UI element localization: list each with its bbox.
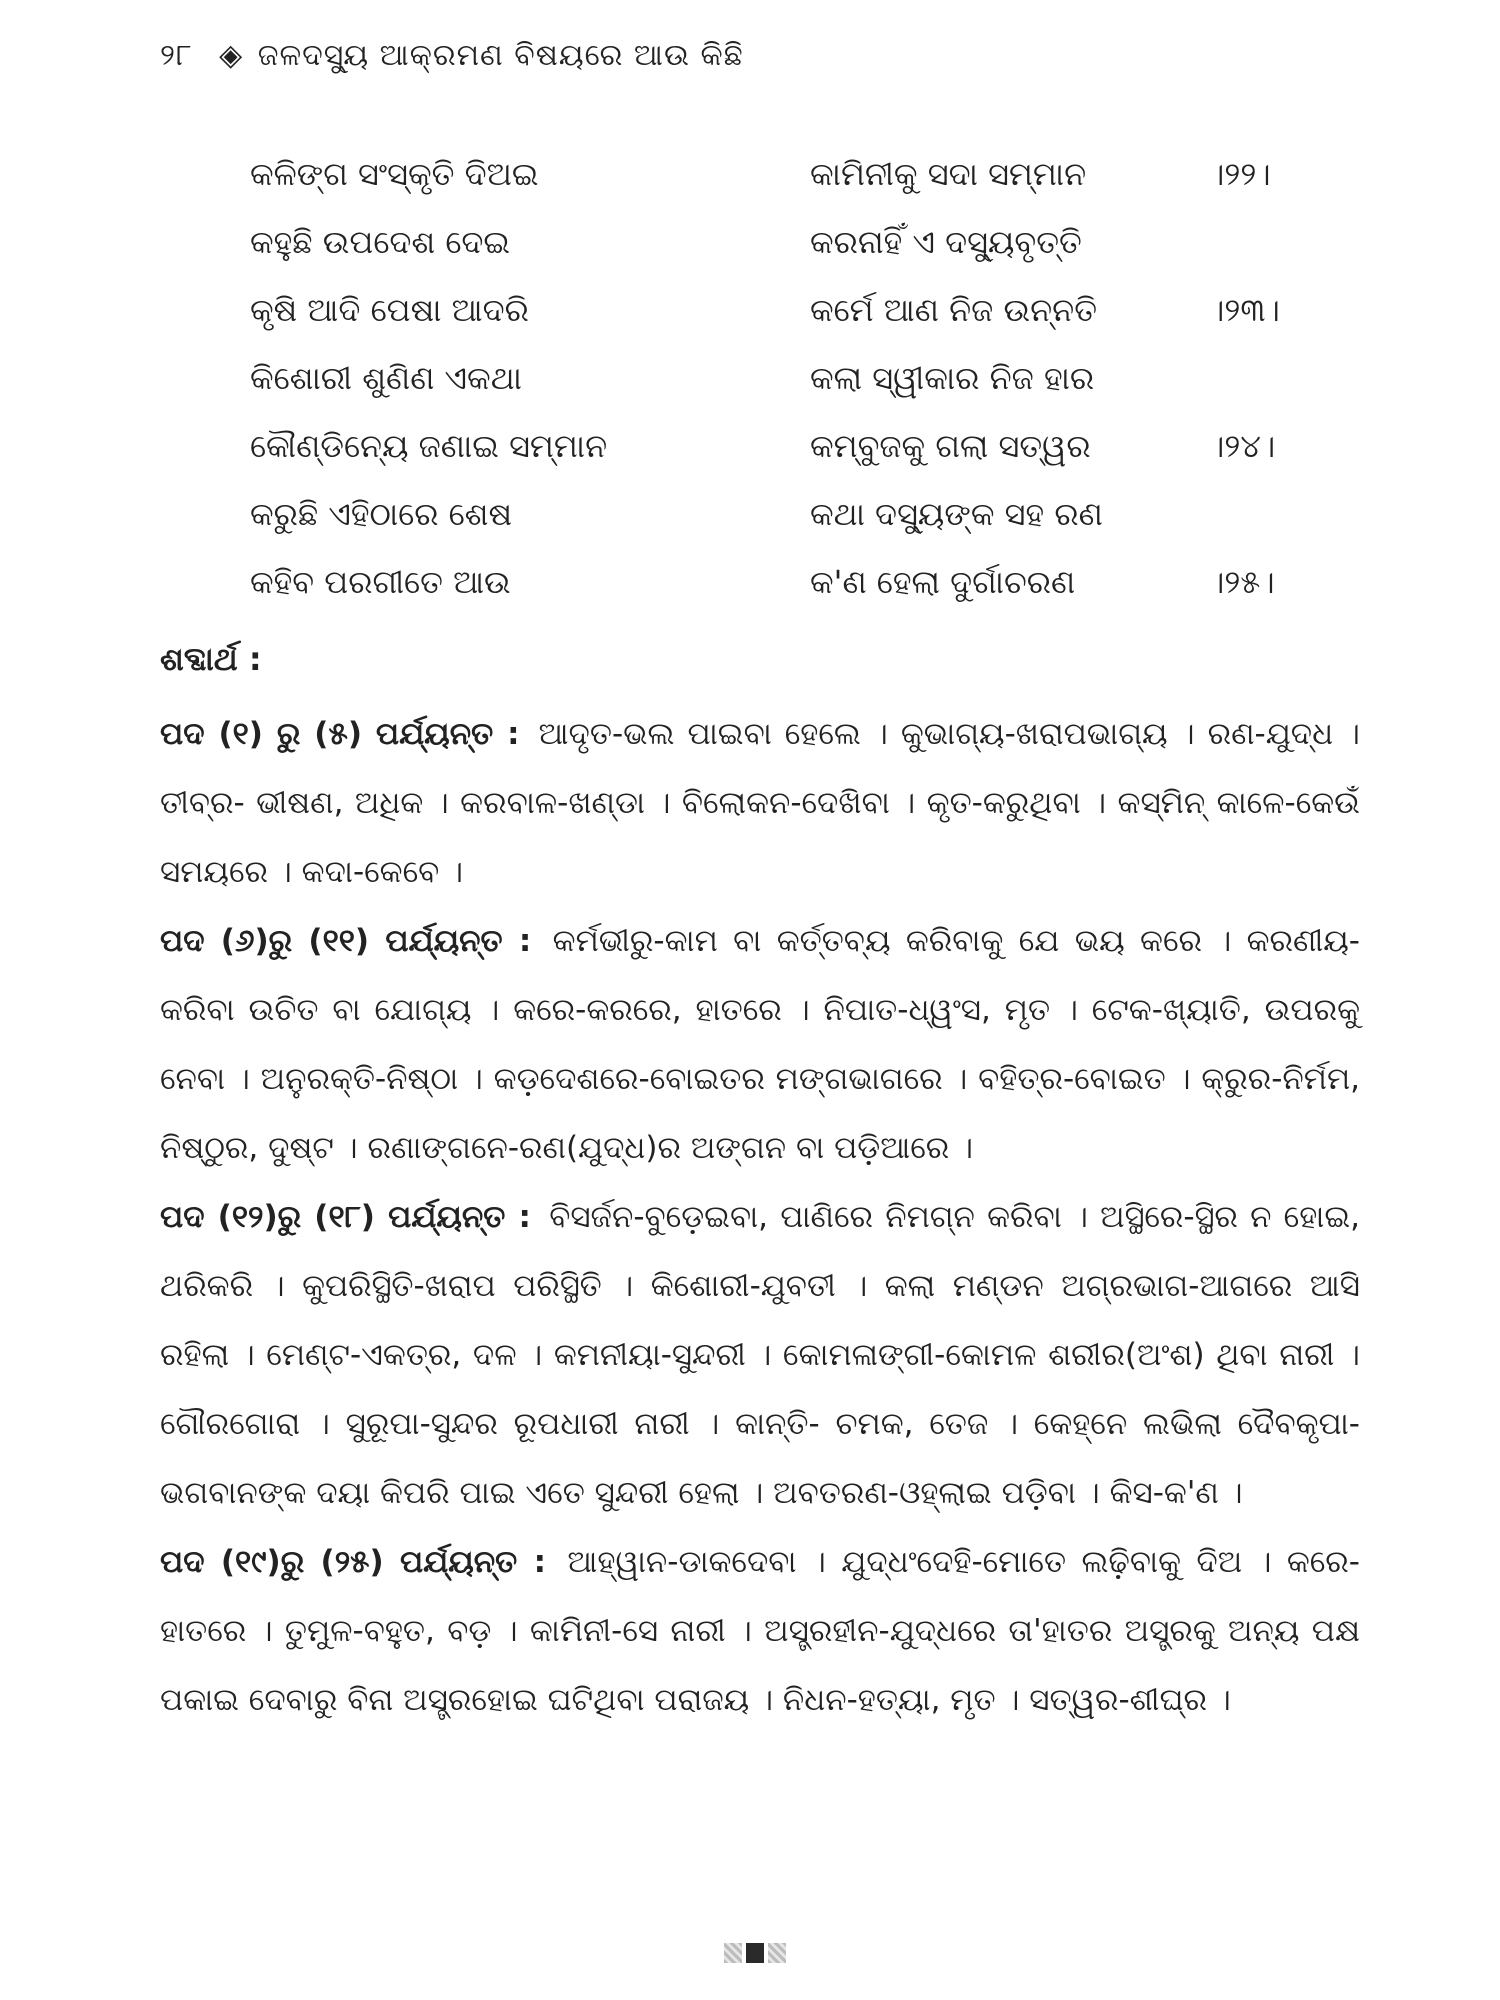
ornament-right-block [768, 1943, 786, 1963]
verse-line [250, 563, 1350, 631]
glossary-section-text: ଆହ୍ୱାନ-ଡାକଦେବା । ଯୁଦ୍ଧଂଦେହି-ମୋତେ ଲଢ଼ିବାକୁ ଦିଅ । କରେ- ହାତରେ । ତୁମୁଳ-ବହୁତ, ବଡ଼ । କାମିନୀ-ସେ ନାରୀ । ଅସ୍ତ୍ରହୀନ-ଯୁଦ୍ଧରେ ତା'ହାତର ଅସ୍ତ୍ରକୁ ଅନ୍ୟ ପକ୍ଷ ପକାଇ ଦେବାରୁ ବିନା ଅସ୍ତ୍ରହୋଇ ଘଟିଥିବା ପରାଜୟ । ନିଧନ-ହତ୍ୟା, ମୃତ । ସତ୍ୱର-ଶୀଘ୍ର । [160, 1544, 1360, 1718]
verse-right: କଲା ସ୍ୱୀକାର ନିଜ ହାର [810, 359, 1095, 397]
glossary-title: ଶବ୍ଦାର୍ଥ : [160, 640, 262, 678]
glossary-section-text: କର୍ମଭୀରୁ-କାମ ବା କର୍ତ୍ତବ୍ୟ କରିବାକୁ ଯେ ଭୟ କରେ । କରଣୀୟ-କରିବା ଉଚିତ ବା ଯୋଗ୍ୟ । କରେ-କରରେ, ହାତରେ । ନିପାତ-ଧ୍ୱଂସ, ମୃତ । ଟେକ-ଖ୍ୟାତି, ଉପରକୁ ନେବା । ଅନୁରକ୍ତି-ନିଷ୍ଠା । କଡ଼ଦେଶରେ-ବୋଇତର ମଙ୍ଗଭାଗରେ । ବହିତ୍ର-ବୋଇତ । କ୍ରୁର-ନିର୍ମମ, ନିଷ୍ଠୁର, ଦୁଷ୍ଟ । ରଣାଙ୍ଗନେ-ରଣ(ଯୁଦ୍ଧ)ର ଅଙ୍ଗନ ବା ପଡ଼ିଆରେ । [160, 923, 1360, 1166]
verse-left: କଳିଙ୍ଗ ସଂସ୍କୃତି ଦିଅଇ [250, 155, 539, 193]
verse-line [250, 359, 1350, 427]
verse-left: କହିବ ପରଗୀତେ ଆଉ [250, 563, 511, 601]
glossary-section-text: ବିସର୍ଜନ-ବୁଡ଼େଇବା, ପାଣିରେ ନିମଗ୍ନ କରିବା । ଅସ୍ଥିରେ-ସ୍ଥିର ନ ହୋଇ, ଥରିକରି । କୁପରିସ୍ଥିତି-ଖରାପ ପରିସ୍ଥିତି । କିଶୋରୀ-ଯୁବତୀ । କଲା ମଣ୍ଡନ ଅଗ୍ରଭାଗ-ଆଗରେ ଆସି ରହିଲା । ମେଣ୍ଟ-ଏକତ୍ର, ଦଳ । କମନୀୟା-ସୁନ୍ଦରୀ । କୋମଳାଙ୍ଗୀ-କୋମଳ ଶରୀର(ଅଂଶ) ଥିବା ନାରୀ । ଗୌରଗୋରା । ସୁରୂପା-ସୁନ୍ଦର ରୂପଧାରୀ ନାରୀ । କାନ୍ତି- ଚମକ, ତେଜ । କେହ୍ନେ ଲଭିଲା ଦୈବକୃପା-ଭଗବାନଙ୍କ ଦୟା କିପରି ପାଇ ଏତେ ସୁନ୍ଦରୀ ହେଲା । ଅବତରଣ-ଓହ୍ଲାଇ ପଡ଼ିବା । କିସ-କ'ଣ । [160, 1199, 1360, 1511]
verse-number: ।୨୩। [1210, 291, 1280, 329]
chapter-title: ଜଳଦସ୍ୟୁ ଆକ୍ରମଣ ବିଷୟରେ ଆଉ କିଛି [257, 38, 744, 73]
poem-verses [250, 155, 1350, 631]
verse-line [250, 495, 1350, 563]
verse-number: ।୨୫। [1210, 563, 1275, 601]
verse-left: କୌଣ୍ଡିନ୍ୟେ ଜଣାଇ ସମ୍ମାନ [250, 427, 608, 465]
glossary [160, 700, 1360, 1735]
verse-line [250, 223, 1350, 291]
glossary-section-heading: ପଦ (୧) ରୁ (୫) ପର୍ଯ୍ୟନ୍ତ : [160, 716, 520, 752]
verse-right: କମ୍ବୁଜକୁ ଗଲା ସତ୍ୱର [810, 427, 1091, 465]
glossary-section [160, 700, 1360, 907]
verse-number: ।୨୨। [1210, 155, 1271, 193]
glossary-section [160, 1183, 1360, 1528]
ornament-left-block [724, 1943, 742, 1963]
verse-left: କରୁଛି ଏହିଠାରେ ଶେଷ [250, 495, 513, 533]
footer-ornament-icon [724, 1943, 786, 1963]
verse-right: କାମିନୀକୁ ସଦା ସମ୍ମାନ [810, 155, 1087, 193]
verse-left: କୃଷି ଆଦି ପେଷା ଆଦରି [250, 291, 529, 329]
verse-right: କ'ଣ ହେଲା ଦୁର୍ଗାଚରଣ [810, 563, 1076, 601]
verse-left: କିଶୋରୀ ଶୁଣିଣ ଏକଥା [250, 359, 522, 397]
verse-left: କହୁଛି ଉପଦେଶ ଦେଇ [250, 223, 511, 261]
diamond-bullet-icon: ◈ [219, 38, 244, 73]
verse-right: କରନାହିଁ ଏ ଦସ୍ୟୁବୃତ୍ତି [810, 223, 1082, 261]
verse-right: କର୍ମେ ଆଣ ନିଜ ଉନ୍ନତି [810, 291, 1098, 329]
glossary-section-heading: ପଦ (୧୨)ରୁ (୧୮) ପର୍ଯ୍ୟନ୍ତ : [160, 1199, 531, 1235]
glossary-section [160, 907, 1360, 1183]
glossary-section [160, 1528, 1360, 1735]
verse-right: କଥା ଦସ୍ୟୁଙ୍କ ସହ ରଣ [810, 495, 1103, 533]
ornament-center-block [746, 1943, 764, 1963]
verse-line [250, 155, 1350, 223]
glossary-section-text: ଆଦୃତ-ଭଲ ପାଇବା ହେଲେ । କୁଭାଗ୍ୟ-ଖରାପଭାଗ୍ୟ । ରଣ-ଯୁଦ୍ଧ । ତୀବ୍ର- ଭୀଷଣ, ଅଧିକ । କରବାଳ-ଖଣ୍ଡା । ବିଲୋକନ-ଦେଖିବା । କୃତ-କରୁଥିବା । କସ୍ମିନ୍ କାଳେ-କେଉଁ ସମୟରେ । କଦା-କେବେ । [160, 716, 1360, 890]
page-header [160, 38, 744, 73]
verse-line [250, 427, 1350, 495]
verse-line [250, 291, 1350, 359]
glossary-section-heading: ପଦ (୧୯)ରୁ (୨୫) ପର୍ଯ୍ୟନ୍ତ : [160, 1544, 546, 1580]
page-number: ୨୮ [160, 38, 193, 73]
verse-number: ।୨୪। [1210, 427, 1276, 465]
glossary-section-heading: ପଦ (୬)ରୁ (୧୧) ପର୍ଯ୍ୟନ୍ତ : [160, 923, 532, 959]
